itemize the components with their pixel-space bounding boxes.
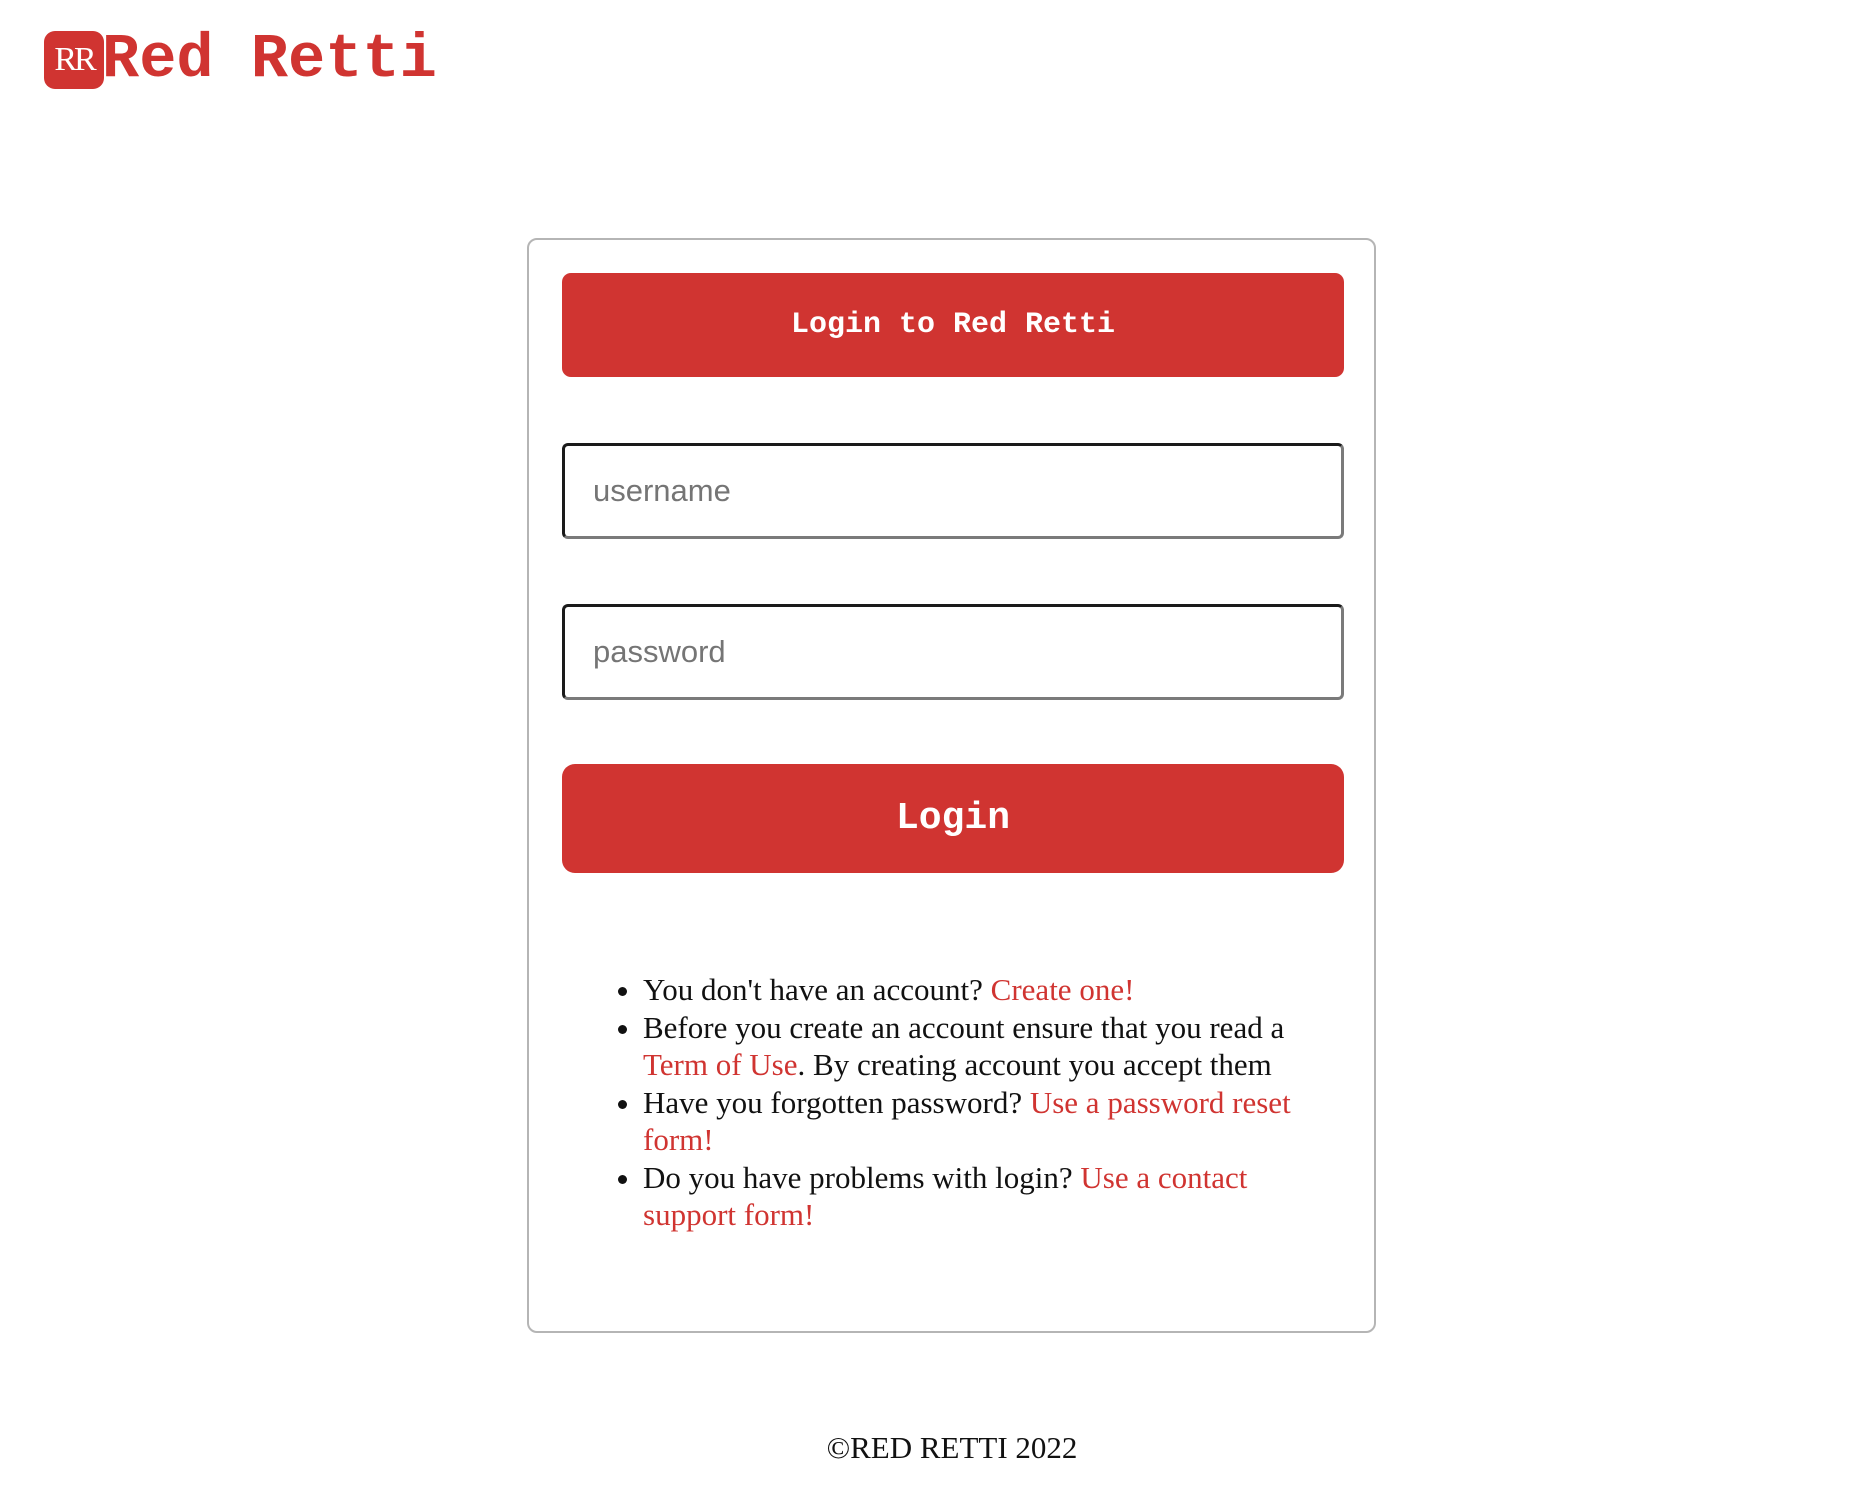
list-item: [643, 1084, 1343, 1159]
forgot-password-text: Have you forgotten password?: [643, 1084, 1030, 1120]
login-card-title: Login to Red Retti: [562, 273, 1344, 377]
login-button[interactable]: Login: [562, 764, 1344, 873]
contact-support-link[interactable]: Use a contact support form!: [643, 1159, 1248, 1232]
create-account-link[interactable]: Create one!: [990, 972, 1135, 1007]
terms-of-use-link[interactable]: Term of Use: [643, 1047, 798, 1082]
terms-text-after: . By creating account you accept them: [797, 1047, 1272, 1082]
help-links-list: [643, 971, 1343, 1234]
username-input[interactable]: [562, 443, 1344, 539]
password-reset-link[interactable]: Use a password reset form!: [643, 1084, 1291, 1157]
terms-text-before: Before you create an account ensure that you read a: [643, 1009, 1285, 1045]
list-item: [643, 1159, 1343, 1234]
logo-mark-icon: RR: [44, 31, 104, 89]
footer-copyright: ©RED RETTI 2022: [826, 1430, 1078, 1465]
login-card: [527, 238, 1376, 1333]
list-item: [643, 971, 1343, 1009]
logo-text: Red Retti: [102, 24, 437, 95]
login-problems-text: Do you have problems with login?: [643, 1159, 1081, 1195]
no-account-text: You don't have an account?: [643, 972, 991, 1007]
password-input[interactable]: [562, 604, 1344, 700]
site-logo[interactable]: [44, 24, 437, 95]
list-item: [643, 1009, 1343, 1084]
